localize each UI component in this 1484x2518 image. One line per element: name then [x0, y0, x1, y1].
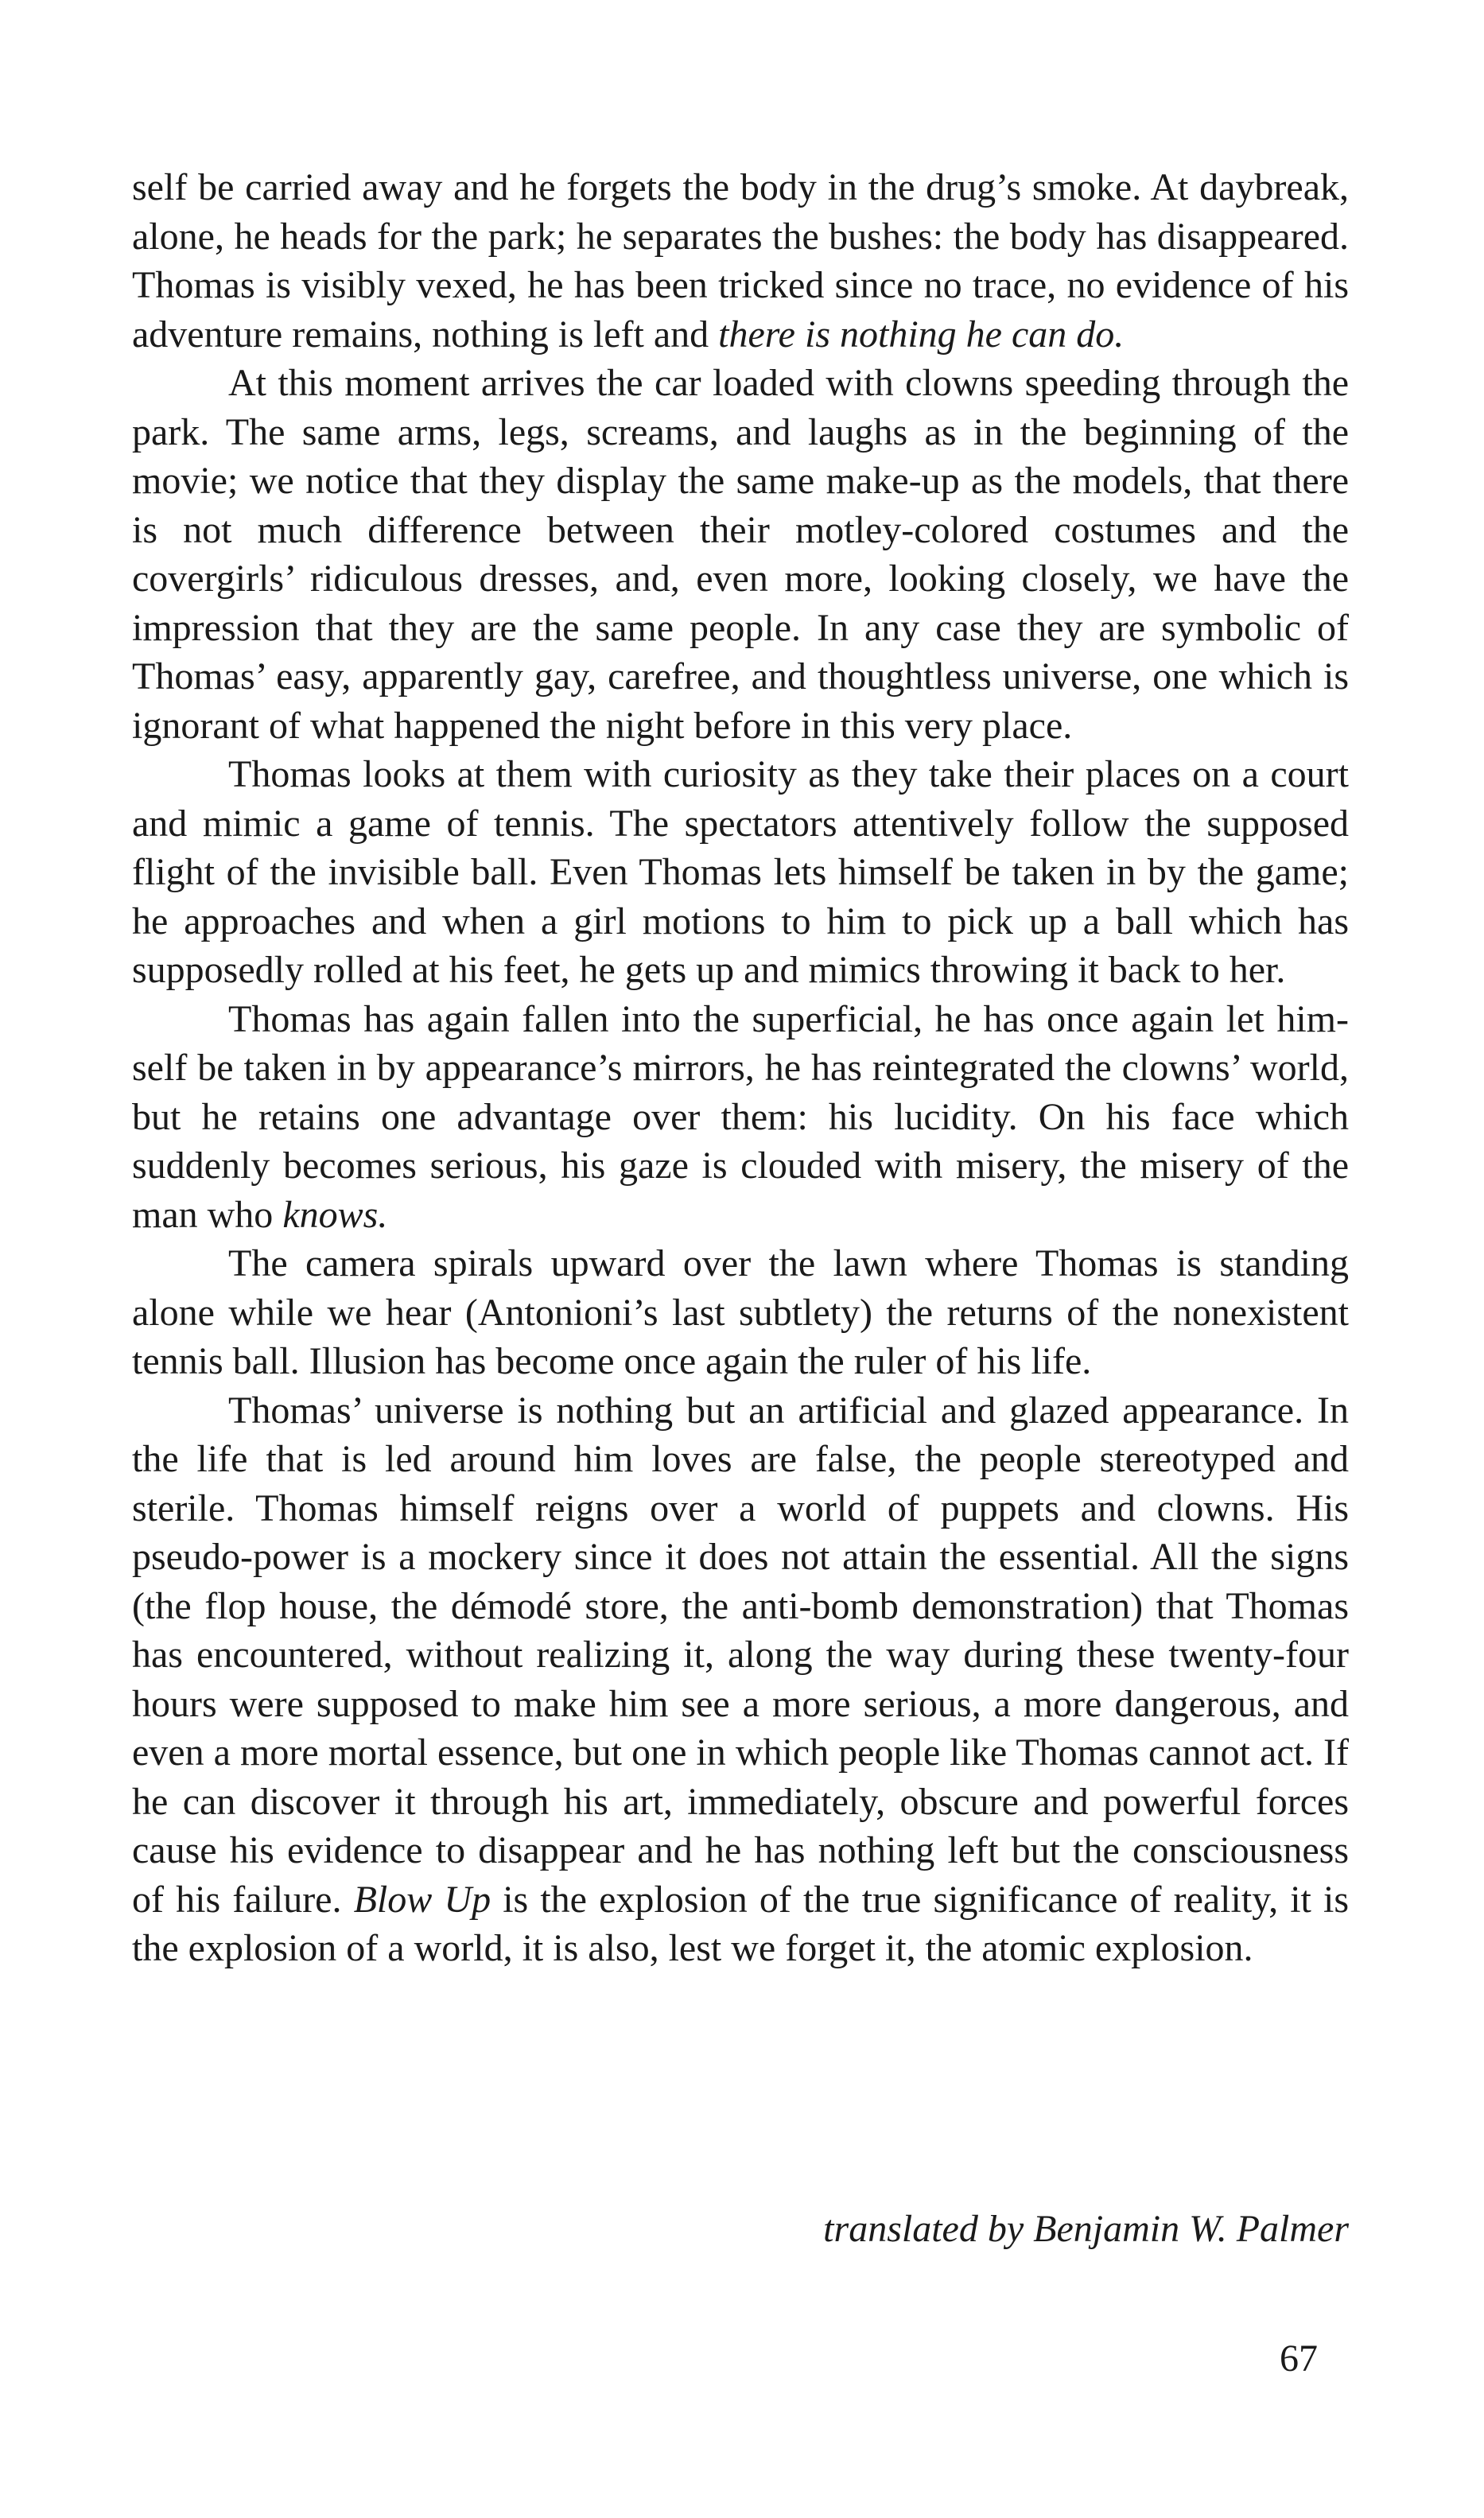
paragraph-6: [132, 1386, 1349, 1973]
paragraph-3: [132, 750, 1349, 995]
italic-text-segment: knows.: [282, 1193, 388, 1236]
paragraph-4: [132, 995, 1349, 1240]
translator-credit: translated by Benjamin W. Palmer: [823, 2208, 1349, 2250]
text-segment: At this moment arrives the car loaded with clowns speeding through the park. The same arms, legs, screams, and laughs as in the beginning of the movie; we notice that they display the same make-up as the models, that there is not much difference between their motley-colored costumes and the covergirls’ ridiculous dresses, and, even more, looking closely, we have the impression that they are the same people. In any case they are symbolic of Thomas’ easy, apparently gay, carefree, and thoughtless universe, one which is ignorant of what happened the night before in this very place.: [132, 362, 1349, 747]
article-body: [132, 163, 1349, 1973]
paragraph-5: [132, 1239, 1349, 1386]
text-segment: is the explosion of the true significance of reality, it is the explosion of a world, it is also, lest we forget it, the atomic explosion.: [132, 1878, 1350, 1969]
italic-text-segment: Blow Up: [353, 1878, 491, 1921]
text-segment: self be carried away and he forgets the body in the drug’s smoke. At daybreak, alone, he heads for the park; he separates the bushes: the body has disappeared. Thomas is visibly vexed, he has been tricked since no trace, no evidence of his adventure remains, nothing is left and: [132, 166, 1349, 356]
italic-text-segment: there is nothing he can do.: [718, 313, 1125, 356]
text-segment: The camera spirals upward over the lawn where Thomas is standing alone while we hear (Antonioni’s last subtlety) the returns of the nonexistent tennis ball. Illusion has become once again the ruler of his life.: [132, 1242, 1349, 1382]
page-number: 67: [1280, 2337, 1318, 2380]
text-segment: Thomas looks at them with curiosity as they take their places on a court and mimic a game of tennis. The spectators attentively follow the supposed flight of the invisible ball. Even Thomas lets himself be taken in by the game; he approaches and when a girl motions to him to pick up a ball which has supposedly rolled at his feet, he gets up and mimics throwing it back to her.: [132, 753, 1349, 991]
text-segment: Thomas’ universe is nothing but an artificial and glazed appearance. In the life that is led around him loves are false, the people stereotyped and sterile. Thomas himself reigns over a world of puppets and clowns. His pseudo-power is a mockery since it does not attain the essential. All the signs (the flop house, the démodé store, the anti-bomb demonstration) that Thomas has encountered, without realizing it, along the way during these twenty-four hours were supposed to make him see a more serious, a more dangerous, and even a more mortal essence, but one in which people like Thomas cannot act. If he can discover it through his art, immediately, obscure and powerful forces cause his evidence to disappear and he has nothing left but the consciousness of his failure.: [132, 1389, 1349, 1921]
paragraph-1: [132, 163, 1349, 359]
text-segment: Thomas has again fallen into the superficial, he has once again let himself be taken in by appearance’s mirrors, he has reintegrated the clowns’ world, but he retains one advantage over them: his lucidity. On his face which suddenly becomes serious, his gaze is clouded with misery, the misery of the man who: [132, 997, 1349, 1236]
paragraph-2: [132, 359, 1349, 750]
